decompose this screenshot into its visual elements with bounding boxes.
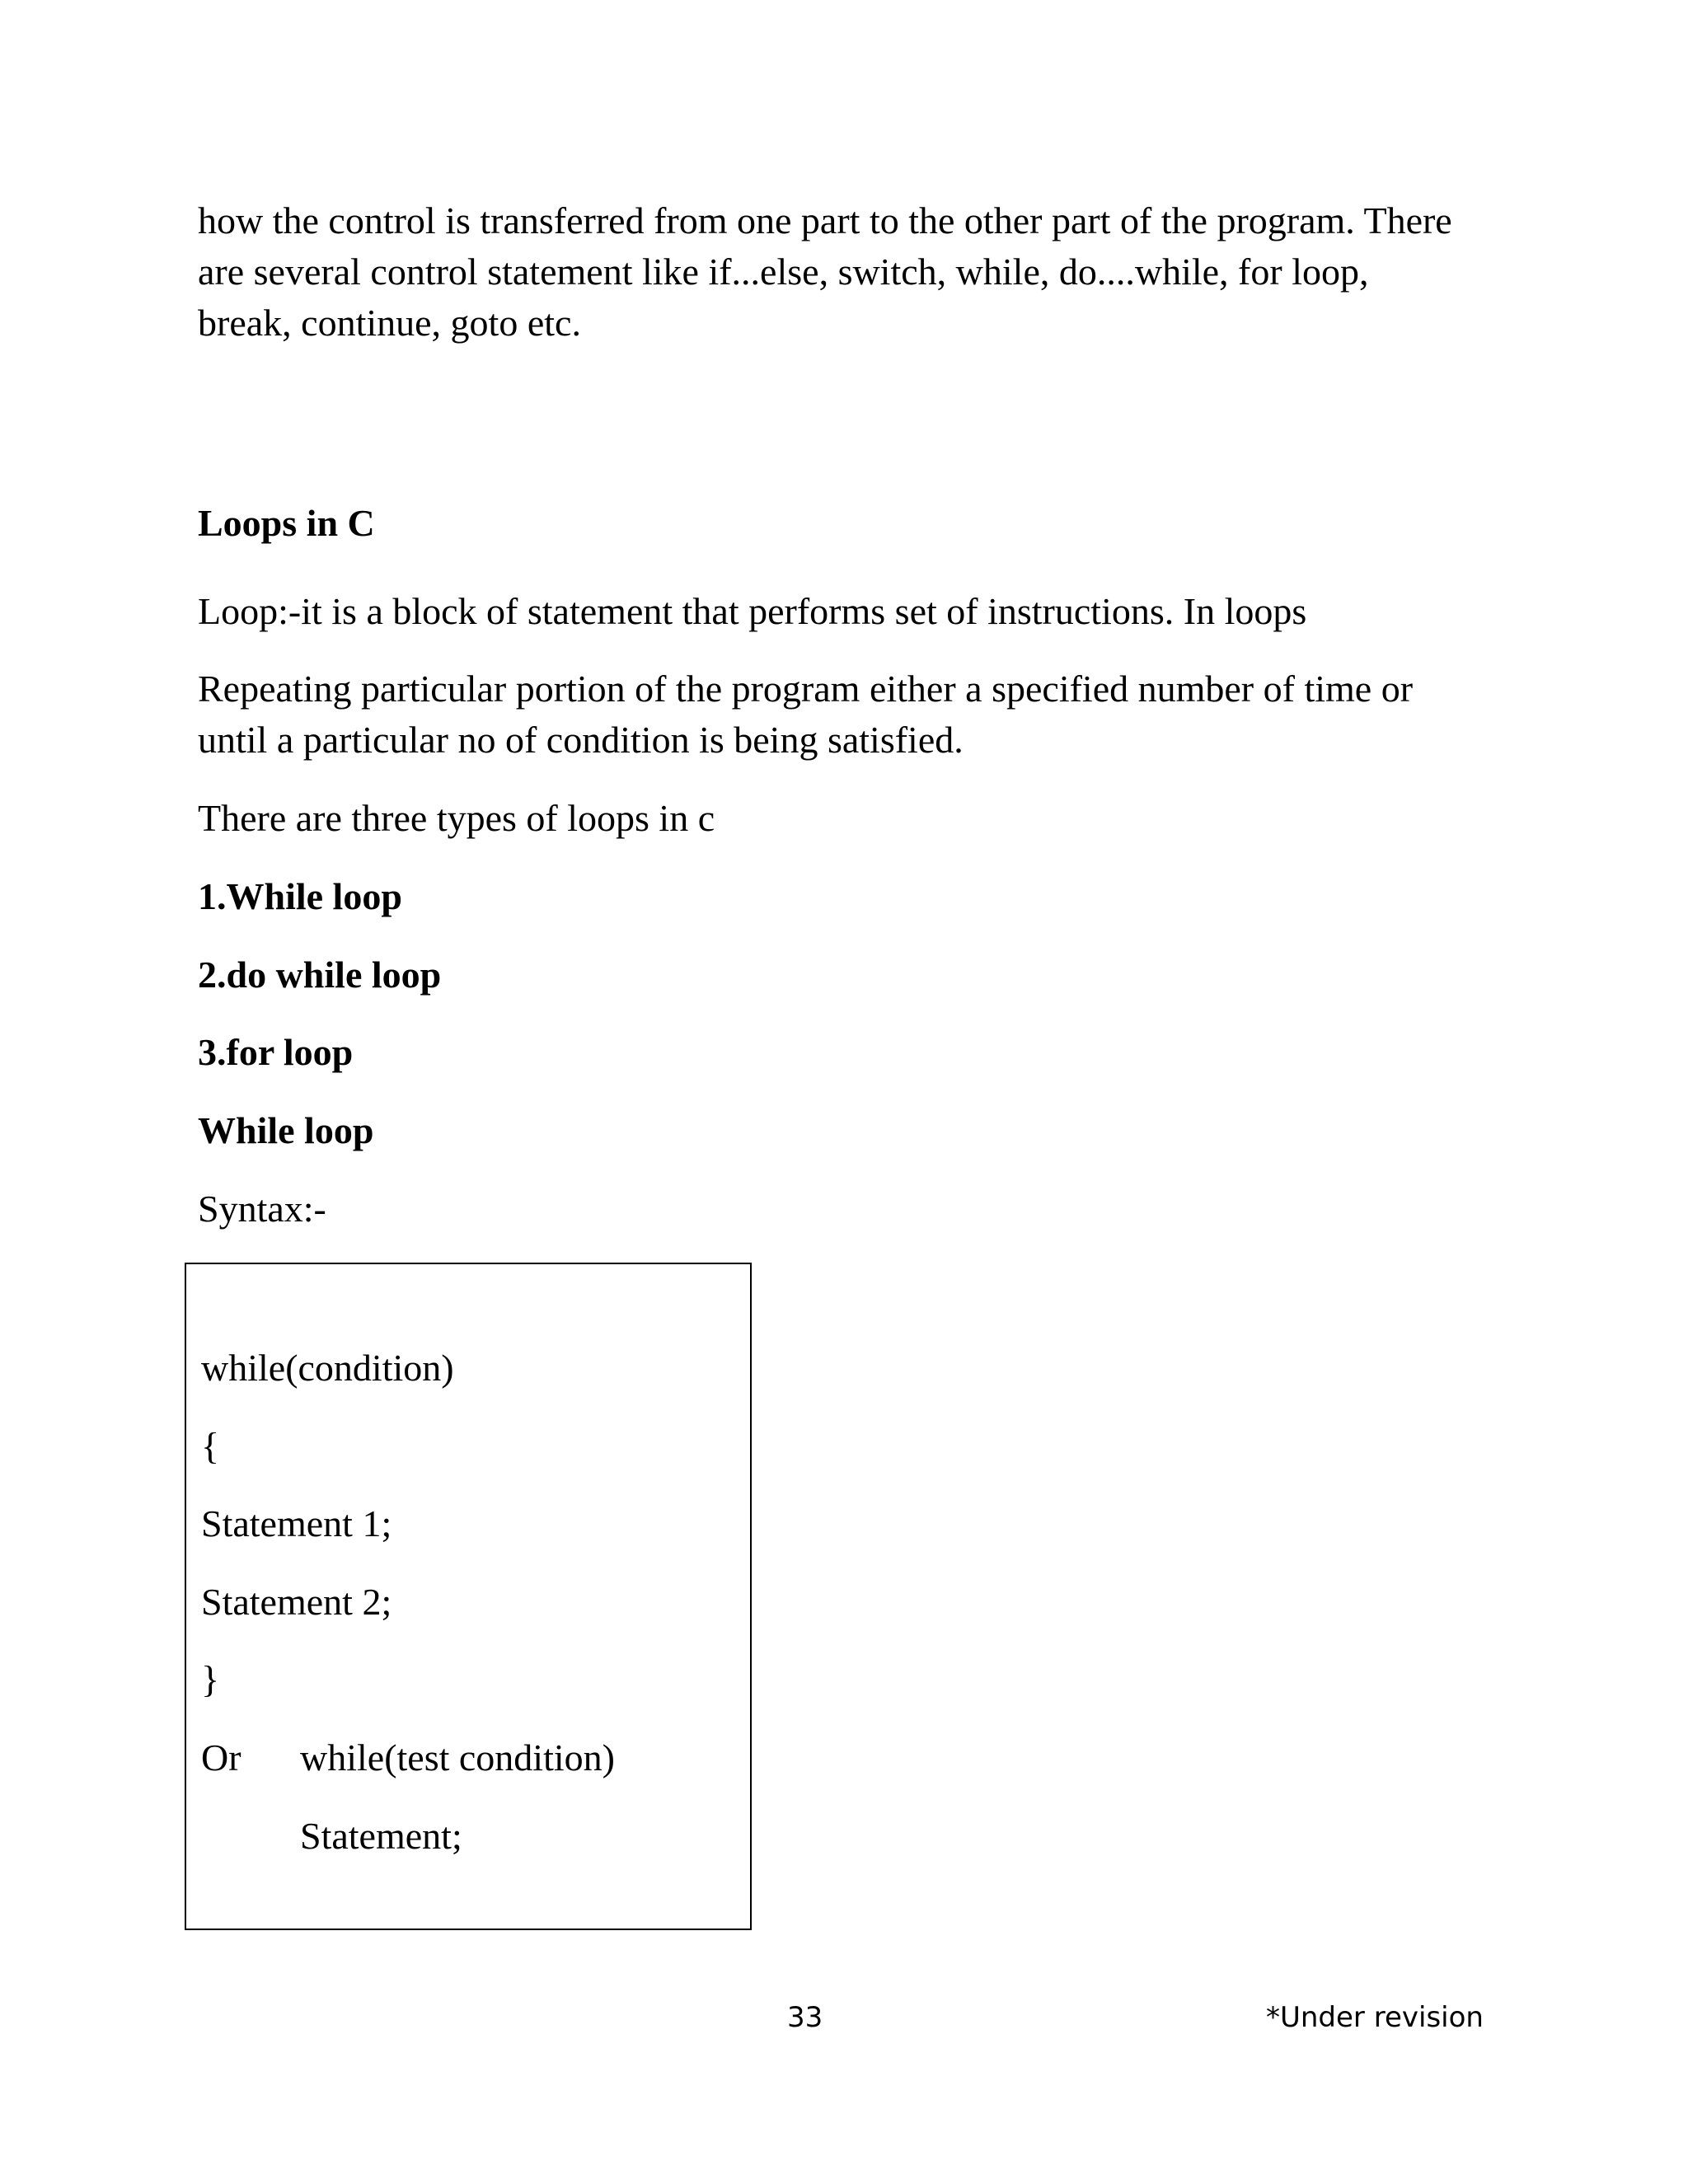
revision-note: *Under revision — [1266, 2001, 1484, 2034]
loop-type-item: 2.do while loop — [198, 954, 442, 996]
loop-type-item: 3.for loop — [198, 1031, 354, 1073]
while-condition-line: while(condition) — [201, 1347, 454, 1389]
close-brace: } — [201, 1658, 220, 1700]
syntax-box — [185, 1263, 752, 1930]
or-label: Or — [201, 1736, 241, 1779]
statement-2-line: Statement 2; — [201, 1581, 392, 1623]
page-number: 33 — [787, 2001, 823, 2034]
intro-line-2: are several control statement like if...else, switch, while, do....while, for loop, — [198, 251, 1369, 293]
statement-1-line: Statement 1; — [201, 1502, 392, 1544]
while-loop-heading: While loop — [198, 1109, 374, 1151]
repeat-paragraph-line-2: until a particular no of condition is being satisfied. — [198, 719, 964, 761]
loop-definition: Loop:-it is a block of statement that performs set of instructions. In loops — [198, 590, 1307, 632]
open-brace: { — [201, 1425, 220, 1467]
loop-types-intro: There are three types of loops in c — [198, 797, 715, 839]
intro-line-1: how the control is transferred from one part to the other part of the program. There — [198, 199, 1452, 241]
intro-line-3: break, continue, goto etc. — [198, 302, 581, 344]
alternate-while-line: while(test condition) — [300, 1736, 615, 1779]
syntax-label: Syntax:- — [198, 1188, 326, 1230]
alternate-statement-line: Statement; — [300, 1815, 462, 1857]
repeat-paragraph-line-1: Repeating particular portion of the program either a specified number of time or — [198, 668, 1414, 710]
loops-section-heading: Loops in C — [198, 502, 375, 544]
loop-type-item: 1.While loop — [198, 875, 402, 917]
